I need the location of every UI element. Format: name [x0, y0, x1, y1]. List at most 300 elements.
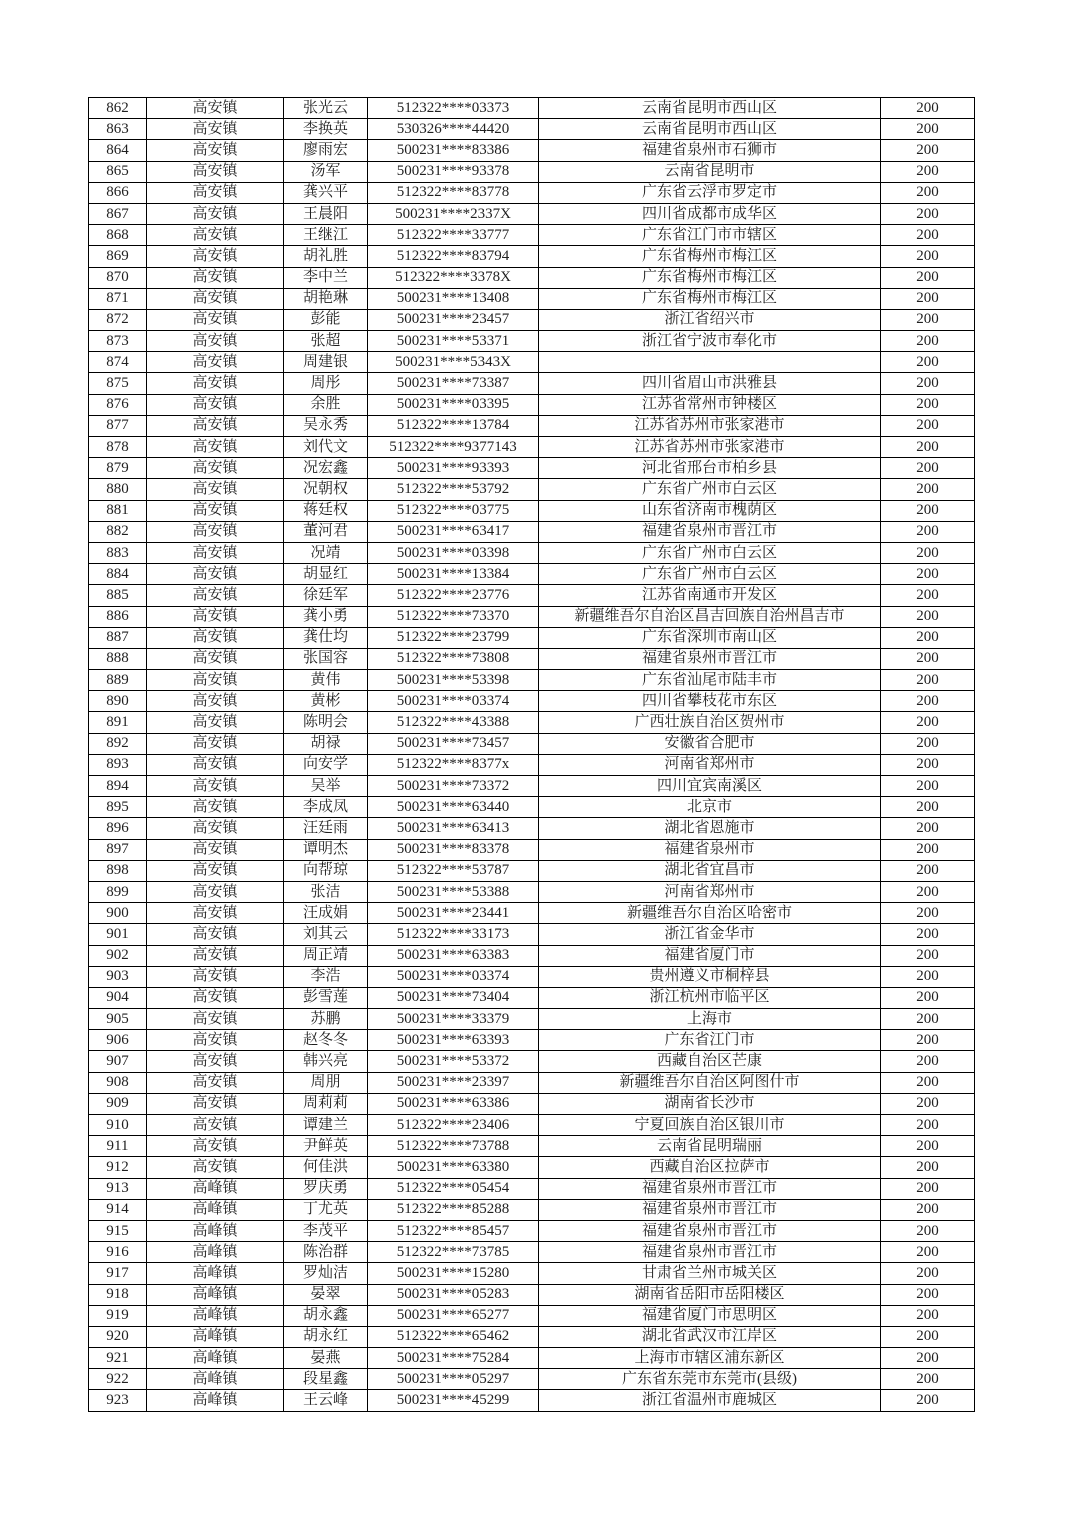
cell-index: 872 — [89, 309, 147, 330]
cell-name: 张洁 — [284, 881, 368, 902]
cell-location: 浙江杭州市临平区 — [539, 987, 881, 1008]
cell-amount: 200 — [881, 437, 975, 458]
cell-amount: 200 — [881, 267, 975, 288]
cell-id-masked: 512322****83778 — [368, 182, 539, 203]
cell-town: 高峰镇 — [147, 1348, 284, 1369]
cell-location: 浙江省金华市 — [539, 924, 881, 945]
table-row — [89, 119, 975, 140]
cell-location: 福建省泉州市晋江市 — [539, 1199, 881, 1220]
cell-town: 高安镇 — [147, 479, 284, 500]
cell-name: 陈明会 — [284, 712, 368, 733]
cell-location — [539, 352, 881, 373]
cell-amount: 200 — [881, 1030, 975, 1051]
cell-id-masked: 500231****53371 — [368, 331, 539, 352]
cell-id-masked: 500231****13384 — [368, 564, 539, 585]
cell-amount: 200 — [881, 1220, 975, 1241]
cell-town: 高安镇 — [147, 542, 284, 563]
cell-index: 905 — [89, 1009, 147, 1030]
cell-id-masked: 500231****83378 — [368, 839, 539, 860]
cell-town: 高安镇 — [147, 818, 284, 839]
cell-location: 湖南省岳阳市岳阳楼区 — [539, 1284, 881, 1305]
cell-id-masked: 500231****23441 — [368, 903, 539, 924]
cell-location: 福建省泉州市晋江市 — [539, 1220, 881, 1241]
cell-town: 高安镇 — [147, 924, 284, 945]
cell-location: 四川宜宾南溪区 — [539, 776, 881, 797]
cell-name: 彭能 — [284, 309, 368, 330]
table-row — [89, 712, 975, 733]
cell-amount: 200 — [881, 182, 975, 203]
table-row — [89, 161, 975, 182]
table-row — [89, 564, 975, 585]
cell-amount: 200 — [881, 140, 975, 161]
cell-location: 西藏自治区芒康 — [539, 1051, 881, 1072]
cell-town: 高安镇 — [147, 1115, 284, 1136]
cell-amount: 200 — [881, 776, 975, 797]
cell-amount: 200 — [881, 670, 975, 691]
cell-index: 915 — [89, 1220, 147, 1241]
cell-town: 高安镇 — [147, 670, 284, 691]
cell-name: 刘代文 — [284, 437, 368, 458]
cell-amount: 200 — [881, 1305, 975, 1326]
cell-name: 廖雨宏 — [284, 140, 368, 161]
cell-amount: 200 — [881, 966, 975, 987]
cell-location: 广东省汕尾市陆丰市 — [539, 670, 881, 691]
cell-amount: 200 — [881, 331, 975, 352]
cell-id-masked: 512322****53792 — [368, 479, 539, 500]
table-row — [89, 479, 975, 500]
cell-name: 龚仕均 — [284, 627, 368, 648]
cell-amount: 200 — [881, 881, 975, 902]
cell-location: 福建省泉州市晋江市 — [539, 1242, 881, 1263]
cell-index: 893 — [89, 754, 147, 775]
cell-town: 高安镇 — [147, 754, 284, 775]
cell-id-masked: 512322****73785 — [368, 1242, 539, 1263]
cell-town: 高安镇 — [147, 627, 284, 648]
table-row — [89, 182, 975, 203]
cell-id-masked: 512322****85457 — [368, 1220, 539, 1241]
cell-index: 911 — [89, 1136, 147, 1157]
cell-location: 上海市 — [539, 1009, 881, 1030]
cell-location: 甘肃省兰州市城关区 — [539, 1263, 881, 1284]
cell-name: 周正靖 — [284, 945, 368, 966]
cell-location: 云南省昆明市 — [539, 161, 881, 182]
table-row — [89, 267, 975, 288]
cell-name: 谭建兰 — [284, 1115, 368, 1136]
cell-index: 889 — [89, 670, 147, 691]
cell-index: 892 — [89, 733, 147, 754]
cell-name: 晏燕 — [284, 1348, 368, 1369]
table-row — [89, 881, 975, 902]
cell-index: 914 — [89, 1199, 147, 1220]
cell-id-masked: 500231****13408 — [368, 288, 539, 309]
cell-id-masked: 500231****03374 — [368, 966, 539, 987]
cell-id-masked: 500231****53372 — [368, 1051, 539, 1072]
table-row — [89, 1009, 975, 1030]
cell-amount: 200 — [881, 924, 975, 945]
cell-location: 上海市市辖区浦东新区 — [539, 1348, 881, 1369]
table-row — [89, 860, 975, 881]
cell-location: 广东省广州市白云区 — [539, 479, 881, 500]
table-row — [89, 1369, 975, 1390]
cell-id-masked: 512322****33777 — [368, 225, 539, 246]
cell-amount: 200 — [881, 1284, 975, 1305]
table-row — [89, 1263, 975, 1284]
cell-name: 张国容 — [284, 648, 368, 669]
cell-index: 896 — [89, 818, 147, 839]
cell-index: 900 — [89, 903, 147, 924]
cell-id-masked: 512322****73808 — [368, 648, 539, 669]
table-row — [89, 987, 975, 1008]
table-row — [89, 542, 975, 563]
cell-town: 高安镇 — [147, 839, 284, 860]
cell-town: 高安镇 — [147, 903, 284, 924]
cell-town: 高安镇 — [147, 797, 284, 818]
cell-name: 周朋 — [284, 1072, 368, 1093]
cell-index: 898 — [89, 860, 147, 881]
table-row — [89, 1284, 975, 1305]
cell-amount: 200 — [881, 1051, 975, 1072]
cell-town: 高安镇 — [147, 1051, 284, 1072]
cell-town: 高峰镇 — [147, 1305, 284, 1326]
cell-town: 高安镇 — [147, 246, 284, 267]
cell-name: 晏翠 — [284, 1284, 368, 1305]
cell-amount: 200 — [881, 987, 975, 1008]
cell-name: 段星鑫 — [284, 1369, 368, 1390]
cell-town: 高安镇 — [147, 606, 284, 627]
cell-location: 福建省泉州市晋江市 — [539, 1178, 881, 1199]
cell-id-masked: 500231****75284 — [368, 1348, 539, 1369]
roster-table — [88, 97, 975, 1412]
cell-amount: 200 — [881, 1072, 975, 1093]
cell-amount: 200 — [881, 225, 975, 246]
table-row — [89, 373, 975, 394]
cell-name: 尹鲜英 — [284, 1136, 368, 1157]
cell-name: 李茂平 — [284, 1220, 368, 1241]
cell-amount: 200 — [881, 98, 975, 119]
cell-id-masked: 512322****73370 — [368, 606, 539, 627]
cell-id-masked: 500231****33379 — [368, 1009, 539, 1030]
cell-index: 881 — [89, 500, 147, 521]
cell-index: 909 — [89, 1093, 147, 1114]
cell-town: 高安镇 — [147, 415, 284, 436]
cell-location: 江苏省苏州市张家港市 — [539, 437, 881, 458]
cell-name: 胡永鑫 — [284, 1305, 368, 1326]
cell-index: 890 — [89, 691, 147, 712]
cell-id-masked: 500231****73457 — [368, 733, 539, 754]
cell-index: 873 — [89, 331, 147, 352]
cell-location: 福建省泉州市 — [539, 839, 881, 860]
cell-town: 高安镇 — [147, 182, 284, 203]
cell-town: 高安镇 — [147, 352, 284, 373]
cell-amount: 200 — [881, 521, 975, 542]
cell-id-masked: 500231****15280 — [368, 1263, 539, 1284]
table-row — [89, 288, 975, 309]
cell-id-masked: 500231****83386 — [368, 140, 539, 161]
table-row — [89, 1157, 975, 1178]
cell-town: 高安镇 — [147, 288, 284, 309]
cell-amount: 200 — [881, 415, 975, 436]
cell-amount: 200 — [881, 542, 975, 563]
table-row — [89, 691, 975, 712]
cell-town: 高安镇 — [147, 373, 284, 394]
cell-index: 891 — [89, 712, 147, 733]
table-row — [89, 1348, 975, 1369]
cell-name: 况靖 — [284, 542, 368, 563]
cell-location: 云南省昆明瑞丽 — [539, 1136, 881, 1157]
cell-location: 河南省郑州市 — [539, 881, 881, 902]
cell-location: 湖北省恩施市 — [539, 818, 881, 839]
table-row — [89, 1390, 975, 1412]
cell-id-masked: 512322****03775 — [368, 500, 539, 521]
cell-name: 王晨阳 — [284, 203, 368, 224]
cell-index: 906 — [89, 1030, 147, 1051]
cell-name: 谭明杰 — [284, 839, 368, 860]
cell-index: 870 — [89, 267, 147, 288]
cell-location: 河北省邢台市柏乡县 — [539, 458, 881, 479]
cell-name: 吴永秀 — [284, 415, 368, 436]
cell-index: 922 — [89, 1369, 147, 1390]
cell-location: 浙江省宁波市奉化市 — [539, 331, 881, 352]
cell-amount: 200 — [881, 648, 975, 669]
cell-index: 912 — [89, 1157, 147, 1178]
cell-amount: 200 — [881, 1348, 975, 1369]
table-row — [89, 203, 975, 224]
cell-name: 黄彬 — [284, 691, 368, 712]
cell-town: 高安镇 — [147, 98, 284, 119]
cell-town: 高安镇 — [147, 1030, 284, 1051]
cell-index: 901 — [89, 924, 147, 945]
cell-id-masked: 500231****63413 — [368, 818, 539, 839]
cell-index: 910 — [89, 1115, 147, 1136]
table-row — [89, 352, 975, 373]
cell-town: 高安镇 — [147, 648, 284, 669]
cell-name: 赵冬冬 — [284, 1030, 368, 1051]
cell-id-masked: 500231****73404 — [368, 987, 539, 1008]
cell-amount: 200 — [881, 246, 975, 267]
cell-location: 四川省攀枝花市东区 — [539, 691, 881, 712]
cell-id-masked: 500231****23397 — [368, 1072, 539, 1093]
cell-amount: 200 — [881, 1115, 975, 1136]
cell-town: 高安镇 — [147, 564, 284, 585]
cell-id-masked: 500231****93378 — [368, 161, 539, 182]
cell-town: 高安镇 — [147, 309, 284, 330]
cell-location: 广东省广州市白云区 — [539, 564, 881, 585]
cell-index: 913 — [89, 1178, 147, 1199]
cell-id-masked: 500231****73387 — [368, 373, 539, 394]
table-row — [89, 1305, 975, 1326]
table-row — [89, 1199, 975, 1220]
cell-town: 高安镇 — [147, 585, 284, 606]
cell-name: 汪廷雨 — [284, 818, 368, 839]
cell-location: 福建省厦门市 — [539, 945, 881, 966]
cell-town: 高安镇 — [147, 1157, 284, 1178]
cell-index: 866 — [89, 182, 147, 203]
cell-index: 880 — [89, 479, 147, 500]
table-row — [89, 394, 975, 415]
cell-town: 高安镇 — [147, 203, 284, 224]
cell-id-masked: 512322****23776 — [368, 585, 539, 606]
cell-name: 况朝权 — [284, 479, 368, 500]
cell-name: 汪成娟 — [284, 903, 368, 924]
cell-name: 彭雪莲 — [284, 987, 368, 1008]
cell-index: 869 — [89, 246, 147, 267]
cell-id-masked: 500231****45299 — [368, 1390, 539, 1412]
cell-id-masked: 500231****63440 — [368, 797, 539, 818]
cell-location: 四川省成都市成华区 — [539, 203, 881, 224]
cell-location: 浙江省温州市鹿城区 — [539, 1390, 881, 1412]
cell-name: 黄伟 — [284, 670, 368, 691]
cell-name: 张超 — [284, 331, 368, 352]
cell-index: 877 — [89, 415, 147, 436]
table-row — [89, 966, 975, 987]
cell-location: 广东省梅州市梅江区 — [539, 246, 881, 267]
cell-location: 湖北省武汉市江岸区 — [539, 1326, 881, 1347]
cell-location: 河南省郑州市 — [539, 754, 881, 775]
cell-location: 北京市 — [539, 797, 881, 818]
table-row — [89, 415, 975, 436]
cell-location: 湖北省宜昌市 — [539, 860, 881, 881]
table-row — [89, 140, 975, 161]
cell-index: 883 — [89, 542, 147, 563]
cell-location: 广东省梅州市梅江区 — [539, 288, 881, 309]
cell-town: 高峰镇 — [147, 1263, 284, 1284]
table-row — [89, 1178, 975, 1199]
cell-index: 887 — [89, 627, 147, 648]
cell-id-masked: 512322****83794 — [368, 246, 539, 267]
cell-id-masked: 500231****63393 — [368, 1030, 539, 1051]
cell-id-masked: 500231****03395 — [368, 394, 539, 415]
cell-amount: 200 — [881, 1242, 975, 1263]
cell-id-masked: 512322****9377143 — [368, 437, 539, 458]
cell-id-masked: 500231****03374 — [368, 691, 539, 712]
table-row — [89, 606, 975, 627]
cell-location: 福建省厦门市思明区 — [539, 1305, 881, 1326]
cell-name: 何佳洪 — [284, 1157, 368, 1178]
cell-amount: 200 — [881, 627, 975, 648]
table-row — [89, 1115, 975, 1136]
cell-index: 894 — [89, 776, 147, 797]
cell-index: 903 — [89, 966, 147, 987]
cell-amount: 200 — [881, 606, 975, 627]
cell-amount: 200 — [881, 458, 975, 479]
table-row — [89, 437, 975, 458]
cell-index: 875 — [89, 373, 147, 394]
cell-amount: 200 — [881, 309, 975, 330]
table-row — [89, 754, 975, 775]
cell-town: 高安镇 — [147, 394, 284, 415]
cell-index: 884 — [89, 564, 147, 585]
cell-town: 高峰镇 — [147, 1284, 284, 1305]
cell-id-masked: 500231****63417 — [368, 521, 539, 542]
cell-location: 云南省昆明市西山区 — [539, 119, 881, 140]
cell-amount: 200 — [881, 733, 975, 754]
cell-id-masked: 530326****44420 — [368, 119, 539, 140]
table-row — [89, 521, 975, 542]
table-row — [89, 246, 975, 267]
cell-town: 高峰镇 — [147, 1369, 284, 1390]
table-row — [89, 1072, 975, 1093]
cell-id-masked: 512322****13784 — [368, 415, 539, 436]
cell-location: 广东省云浮市罗定市 — [539, 182, 881, 203]
cell-amount: 200 — [881, 903, 975, 924]
cell-amount: 200 — [881, 1009, 975, 1030]
cell-town: 高安镇 — [147, 161, 284, 182]
cell-id-masked: 512322****65462 — [368, 1326, 539, 1347]
cell-name: 胡礼胜 — [284, 246, 368, 267]
cell-town: 高峰镇 — [147, 1390, 284, 1412]
cell-town: 高安镇 — [147, 119, 284, 140]
cell-id-masked: 512322****53787 — [368, 860, 539, 881]
cell-name: 胡显红 — [284, 564, 368, 585]
table-row — [89, 1030, 975, 1051]
cell-name: 陈治群 — [284, 1242, 368, 1263]
cell-amount: 200 — [881, 712, 975, 733]
table-row — [89, 1220, 975, 1241]
cell-index: 895 — [89, 797, 147, 818]
cell-name: 向帮琼 — [284, 860, 368, 881]
table-row — [89, 903, 975, 924]
cell-index: 917 — [89, 1263, 147, 1284]
cell-index: 904 — [89, 987, 147, 1008]
cell-amount: 200 — [881, 119, 975, 140]
cell-name: 刘其云 — [284, 924, 368, 945]
cell-amount: 200 — [881, 1136, 975, 1157]
cell-location: 云南省昆明市西山区 — [539, 98, 881, 119]
cell-amount: 200 — [881, 945, 975, 966]
cell-index: 865 — [89, 161, 147, 182]
cell-amount: 200 — [881, 161, 975, 182]
cell-location: 广东省深圳市南山区 — [539, 627, 881, 648]
cell-location: 江苏省常州市钟楼区 — [539, 394, 881, 415]
table-row — [89, 98, 975, 119]
cell-location: 广东省东莞市东莞市(县级) — [539, 1369, 881, 1390]
cell-town: 高安镇 — [147, 776, 284, 797]
cell-town: 高安镇 — [147, 966, 284, 987]
cell-amount: 200 — [881, 1093, 975, 1114]
cell-name: 余胜 — [284, 394, 368, 415]
cell-name: 李中兰 — [284, 267, 368, 288]
cell-location: 山东省济南市槐荫区 — [539, 500, 881, 521]
cell-index: 868 — [89, 225, 147, 246]
cell-name: 周莉莉 — [284, 1093, 368, 1114]
cell-name: 罗庆勇 — [284, 1178, 368, 1199]
cell-amount: 200 — [881, 352, 975, 373]
table-row — [89, 924, 975, 945]
table-row — [89, 776, 975, 797]
cell-location: 新疆维吾尔自治区阿图什市 — [539, 1072, 881, 1093]
table-body — [89, 98, 975, 1412]
cell-amount: 200 — [881, 839, 975, 860]
cell-name: 况宏鑫 — [284, 458, 368, 479]
cell-index: 885 — [89, 585, 147, 606]
cell-name: 丁尤英 — [284, 1199, 368, 1220]
cell-amount: 200 — [881, 394, 975, 415]
cell-location: 广东省梅州市梅江区 — [539, 267, 881, 288]
cell-name: 蒋廷权 — [284, 500, 368, 521]
cell-location: 贵州遵义市桐梓县 — [539, 966, 881, 987]
cell-town: 高峰镇 — [147, 1199, 284, 1220]
cell-amount: 200 — [881, 1199, 975, 1220]
cell-town: 高安镇 — [147, 1072, 284, 1093]
table-row — [89, 627, 975, 648]
cell-location: 福建省泉州市石狮市 — [539, 140, 881, 161]
cell-name: 王云峰 — [284, 1390, 368, 1412]
cell-location: 广西壮族自治区贺州市 — [539, 712, 881, 733]
cell-amount: 200 — [881, 203, 975, 224]
cell-location: 新疆维吾尔自治区昌吉回族自治州昌吉市 — [539, 606, 881, 627]
cell-index: 878 — [89, 437, 147, 458]
cell-town: 高安镇 — [147, 691, 284, 712]
